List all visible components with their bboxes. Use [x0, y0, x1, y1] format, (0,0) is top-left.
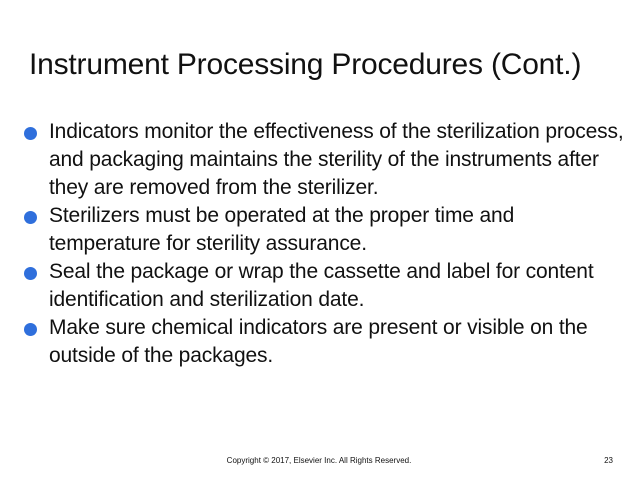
bullet-item [22, 258, 626, 314]
bullet-icon [24, 127, 37, 140]
bullet-item [22, 118, 626, 202]
bullet-icon [24, 211, 37, 224]
slide-title: Instrument Processing Procedures (Cont.) [29, 48, 582, 81]
bullet-text: Indicators monitor the effectiveness of the sterilization process, and packaging maintains the sterility of the instruments after they are removed from the sterilizer. [49, 120, 624, 199]
bullet-icon [24, 267, 37, 280]
bullet-list [22, 118, 626, 370]
bullet-text: Seal the package or wrap the cassette and label for content identification and sterilization date. [49, 260, 594, 311]
copyright-footer: Copyright © 2017, Elsevier Inc. All Rights Reserved. [226, 456, 412, 465]
bullet-item [22, 314, 626, 370]
page-number: 23 [604, 456, 613, 465]
bullet-item [22, 202, 626, 258]
bullet-text: Sterilizers must be operated at the proper time and temperature for sterility assurance. [49, 204, 515, 255]
bullet-text: Make sure chemical indicators are present or visible on the outside of the packages. [49, 316, 588, 367]
bullet-icon [24, 323, 37, 336]
